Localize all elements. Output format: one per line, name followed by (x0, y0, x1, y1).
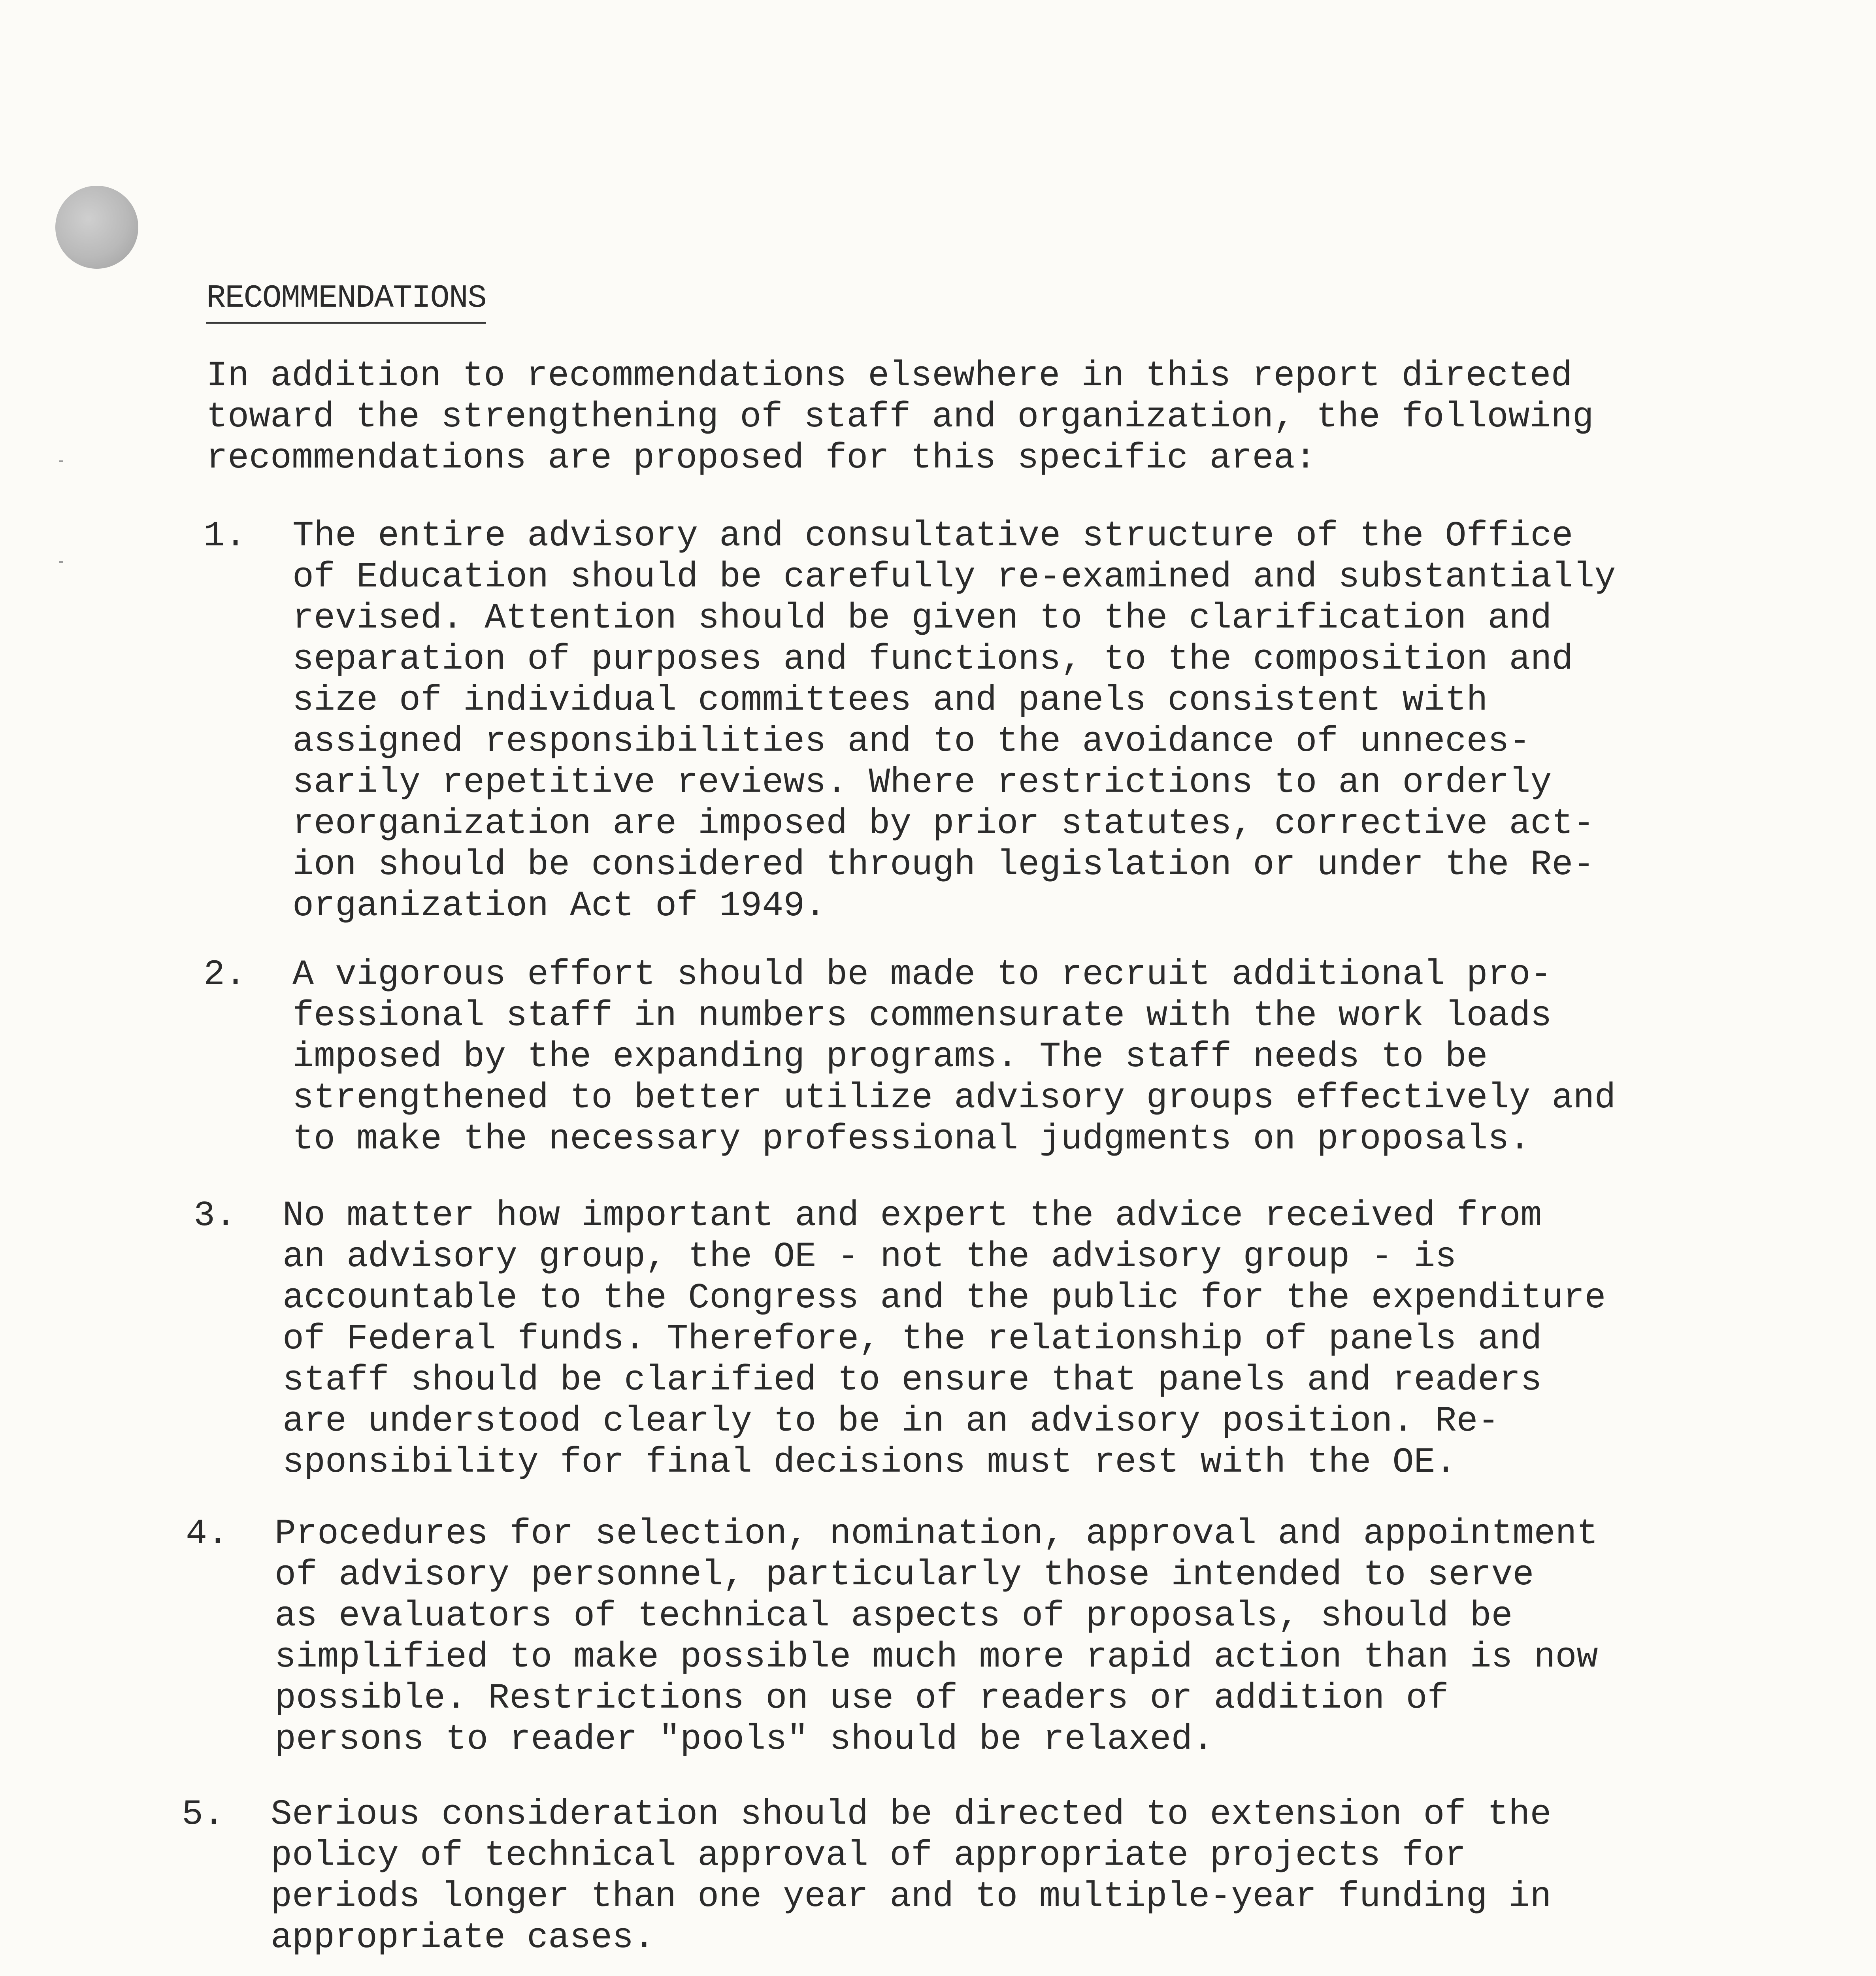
recommendation-text: Serious consideration should be directed to extension of the policy of technical approval of appropriate projects for periods longer than one year and to multiple-year funding in appropriate cases. (271, 1795, 1552, 1958)
recommendation-number: 4. (186, 1514, 229, 1554)
recommendation-number: 5. (182, 1795, 225, 1835)
recommendation-text: No matter how important and expert the advice received from an advisory group, the OE - not the advisory group - is accountable to the Congress and the public for the expenditure of Federal funds. Therefore, the relationship of panels and staff should be clarified to ensure that panels and readers are understood clearly to be in an advisory position. Re- sponsibility for final decisions must rest with the OE. (283, 1196, 1606, 1483)
recommendation-number: 3. (194, 1196, 237, 1236)
recommendation-number: 2. (204, 955, 247, 995)
recommendation-text: Procedures for selection, nomination, approval and appointment of advisory personnel, particularly those intended to serve as evaluators of technical aspects of proposals, should be simplified to make possible much more rapid action than is now possible. Restrictions on use of readers or addition of persons to reader "pools" should be relaxed. (275, 1514, 1598, 1760)
punch-hole-top (55, 186, 138, 269)
recommendation-text: The entire advisory and consultative structure of the Office of Education should be carefully re-examined and substantially revised. Attention should be given to the clarification and separation of purposes and functions, to the composition and size of individual committees and panels consistent with assigned responsibilities and to the avoidance of unneces- sarily repetitive reviews. Where restrictions to an orderly reorganization are imposed by prior statutes, corrective act- ion should be considered through legislation or under the Re- organization Act of 1949. (292, 516, 1616, 926)
margin-mark (59, 561, 63, 563)
recommendation-number: 1. (204, 516, 247, 556)
intro-paragraph: In addition to recommendations elsewhere in this report directed toward the strengthening of staff and organization, the following recommendations are proposed for this specific area: (206, 356, 1594, 479)
recommendation-text: A vigorous effort should be made to recruit additional pro- fessional staff in numbers commensurate with the work loads imposed by the expanding programs. The staff needs to be strengthened to better utilize advisory groups effectively and to make the necessary professional judgments on proposals. (292, 955, 1616, 1160)
section-heading: RECOMMENDATIONS (206, 277, 486, 324)
margin-mark (59, 460, 63, 462)
